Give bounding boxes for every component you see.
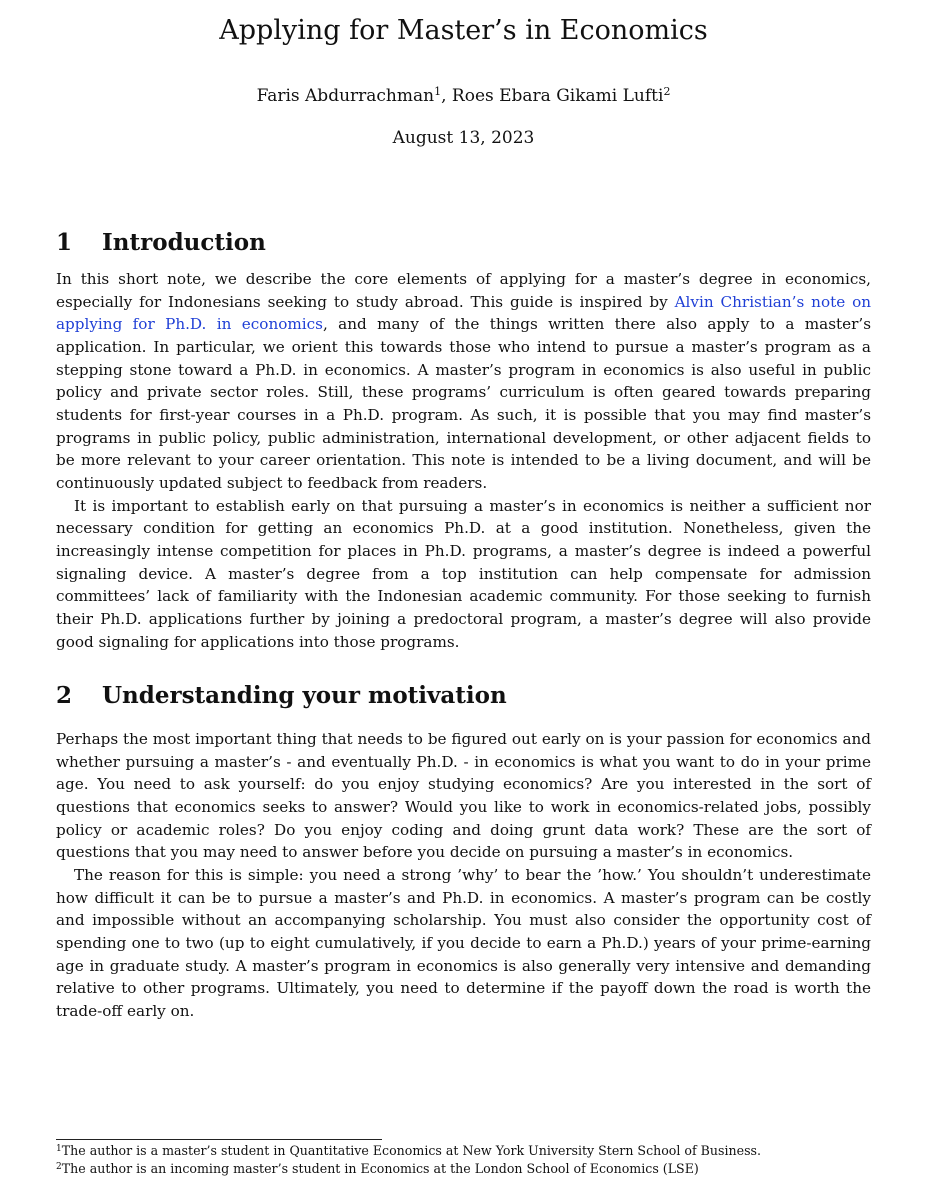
footnote-text: The author is a master’s student in Quantitative Economics at New York University Stern School of Business.: [61, 1143, 762, 1158]
paragraph: The reason for this is simple: you need a strong ’why’ to bear the ’how.’ You shouldn’t underestimate how difficult it can be to pursue a master’s and Ph.D. in economics. A master’s program can be costly and impossible without an accompanying scholarship. You must also consider the opportunity cost of spending one to two (up to eight cumulatively, if you decide to earn a Ph.D.) years of your prime-earning age in graduate study. A master’s program in economics is also generally very intensive and demanding relative to other programs. Ultimately, you need to determine if the payoff down the road is worth the trade-off early on.: [56, 865, 871, 1020]
section-title: Understanding your motivation: [102, 682, 507, 709]
paragraph-text: In this short note, we describe the core elements of applying for a master’s degree in economics, especially for Indonesians seeking to study abroad. This guide is inspired by: [56, 270, 871, 311]
document-title: Applying for Master’s in Economics: [219, 15, 708, 46]
section-number: 2: [56, 682, 73, 709]
section-heading-motivation: [56, 681, 507, 711]
section-body-motivation: [56, 728, 871, 1023]
paragraph-text: , and many of the things written there also apply to a master’s application. In particular, we orient this towards those who intend to pursue a master’s program as a stepping stone toward a Ph.D. in economics. A master’s program in economics is also useful in public policy and private sector roles. Still, these programs’ curriculum is often geared towards preparing students for first-year courses in a Ph.D. program. As such, it is possible that you may find master’s programs in public policy, public administration, international development, or other adjacent fields to be more relevant to your career orientation. This note is intended to be a living document, and will be continuously updated subject to feedback from readers.: [56, 315, 871, 492]
footnote-mark: 2: [56, 1162, 62, 1172]
paragraph: Perhaps the most important thing that needs to be figured out early on is your passion for economics and whether pursuing a master’s - and eventually Ph.D. - in economics is what you want to do in your prime age. You need to ask yourself: do you enjoy studying economics? Are you interested in the sort of questions that economics seeks to answer? Would you like to work in economics-related jobs, possibly policy or academic roles? Do you enjoy coding and doing grunt data work? These are the sort of questions that you may need to answer before you decide on pursuing a master’s in economics.: [56, 730, 871, 862]
author-footnote-mark[interactable]: 1: [434, 85, 442, 98]
footnote-text: The author is an incoming master’s student in Economics at the London School of Economics (LSE): [61, 1161, 699, 1176]
footnote: [56, 1142, 871, 1160]
document-page: [56, 0, 871, 1200]
reference-link[interactable]: Alvin Christian’s note on applying for Ph.D. in economics: [56, 292, 871, 334]
section-title: Introduction: [102, 229, 266, 256]
author-name: Roes Ebara Gikami Lufti: [451, 86, 664, 106]
document-date: August 13, 2023: [392, 128, 535, 148]
author-name: Faris Abdurrachman: [256, 86, 435, 106]
author-separator: ,: [441, 86, 447, 106]
author-line: [56, 84, 871, 108]
paragraph: It is important to establish early on that pursuing a master’s in economics is neither a sufficient nor necessary condition for getting an economics Ph.D. at a good institution. Nonetheless, given the increasingly intense competition for places in Ph.D. programs, a master’s degree is indeed a powerful signaling device. A master’s degree from a top institution can help compensate for admission committees’ lack of familiarity with the Indonesian academic community. For those seeking to furnish their Ph.D. applications further by joining a predoctoral program, a master’s degree will also provide good signaling for applications into those programs.: [56, 496, 871, 651]
footnote: [56, 1160, 871, 1178]
section-heading-introduction: [56, 228, 266, 258]
footnote-mark: 1: [56, 1144, 62, 1154]
author-footnote-mark[interactable]: 2: [663, 85, 671, 98]
footnote-divider: [56, 1139, 382, 1140]
section-number: 1: [56, 229, 73, 256]
paragraph: [56, 268, 871, 495]
section-body-introduction: [56, 268, 871, 653]
footnotes: [56, 1142, 871, 1178]
